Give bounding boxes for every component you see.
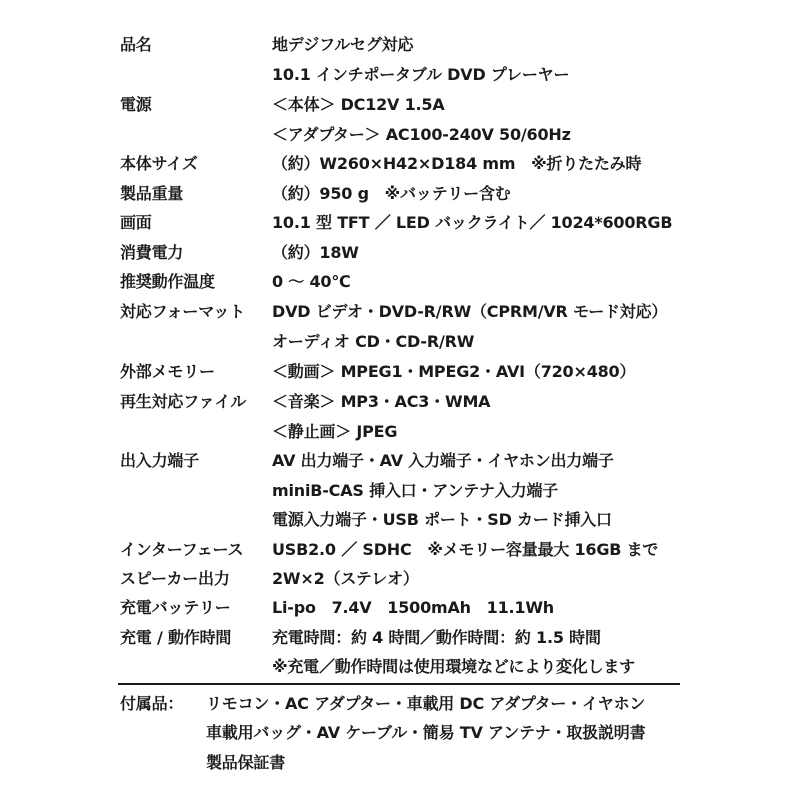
spec-label-interface: インターフェース xyxy=(120,540,244,559)
accessories-value-2: 車載用バッグ・AV ケーブル・簡易 TV アンテナ・取扱説明書 xyxy=(206,723,646,742)
spec-label-io-ports: 出入力端子 xyxy=(120,451,200,470)
spec-value-power-1: ＜本体＞ DC12V 1.5A xyxy=(272,95,445,114)
spec-value-weight: （約）950 g ※バッテリー含む xyxy=(272,184,511,203)
spec-label-playable-files: 再生対応ファイル xyxy=(120,392,247,411)
section-divider xyxy=(118,683,680,685)
spec-label-screen: 画面 xyxy=(120,213,152,232)
spec-label-size: 本体サイズ xyxy=(120,154,198,173)
spec-value-io-ports-2: miniB-CAS 挿入口・アンテナ入力端子 xyxy=(272,481,559,500)
spec-value-power-2: ＜アダプター＞ AC100-240V 50/60Hz xyxy=(272,125,571,144)
spec-label-speaker: スピーカー出力 xyxy=(120,569,230,588)
spec-value-product-name-2: 10.1 インチポータブル DVD プレーヤー xyxy=(272,65,570,84)
spec-label-weight: 製品重量 xyxy=(120,184,184,203)
spec-label-charge-time: 充電 / 動作時間 xyxy=(120,628,232,647)
spec-value-io-ports-3: 電源入力端子・USB ポート・SD カード挿入口 xyxy=(272,510,612,529)
spec-value-formats-1: DVD ビデオ・DVD-R/RW（CPRM/VR モード対応） xyxy=(272,302,668,321)
spec-value-interface: USB2.0 ／ SDHC ※メモリー容量最大 16GB まで xyxy=(272,540,659,559)
spec-value-external-memory: ＜動画＞ MPEG1・MPEG2・AVI（720×480） xyxy=(272,362,636,381)
spec-label-power: 電源 xyxy=(120,95,152,114)
spec-value-charge-time-1: 充電時間：約 4 時間／動作時間：約 1.5 時間 xyxy=(272,628,601,647)
spec-label-product-name: 品名 xyxy=(120,35,152,54)
spec-value-temperature: 0 ～ 40℃ xyxy=(272,272,351,291)
spec-label-battery: 充電バッテリー xyxy=(120,598,231,617)
spec-label-temperature: 推奨動作温度 xyxy=(120,272,215,291)
spec-value-playable-files-1: ＜音楽＞ MP3・AC3・WMA xyxy=(272,392,491,411)
spec-label-formats: 対応フォーマット xyxy=(120,302,245,321)
spec-value-power-consumption: （約）18W xyxy=(272,243,359,262)
spec-value-battery: Li-po 7.4V 1500mAh 11.1Wh xyxy=(272,598,554,617)
spec-value-formats-2: オーディオ CD・CD-R/RW xyxy=(272,332,475,351)
spec-label-power-consumption: 消費電力 xyxy=(120,243,184,262)
accessories-value-1: リモコン・AC アダプター・車載用 DC アダプター・イヤホン xyxy=(206,694,646,713)
spec-value-screen: 10.1 型 TFT ／ LED バックライト／ 1024*600RGB xyxy=(272,213,673,232)
spec-value-io-ports-1: AV 出力端子・AV 入力端子・イヤホン出力端子 xyxy=(272,451,614,470)
spec-value-speaker: 2W×2（ステレオ） xyxy=(272,569,419,588)
spec-value-playable-files-2: ＜静止画＞ JPEG xyxy=(272,422,398,441)
accessories-label: 付属品： xyxy=(120,694,184,713)
spec-value-product-name-1: 地デジフルセグ対応 xyxy=(272,35,414,54)
spec-value-size: （約）W260×H42×D184 mm ※折りたたみ時 xyxy=(272,154,642,173)
accessories-value-3: 製品保証書 xyxy=(206,753,286,772)
spec-label-external-memory: 外部メモリー xyxy=(120,362,215,381)
spec-value-charge-time-2: ※充電／動作時間は使用環境などにより変化します xyxy=(272,657,635,676)
